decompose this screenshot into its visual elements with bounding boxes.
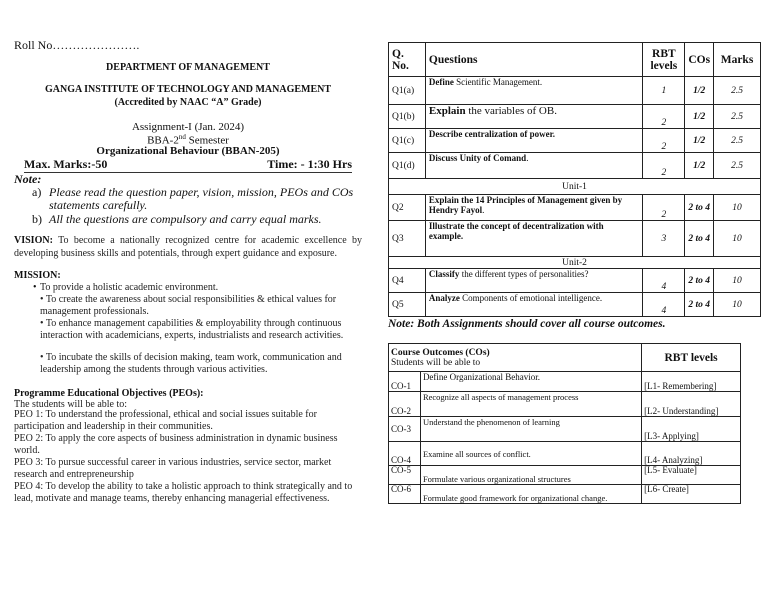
header-questions: Questions [425,43,642,77]
co-value: 1/2 [685,153,714,179]
department-title: DEPARTMENT OF MANAGEMENT [106,62,270,73]
institute-name: GANGA INSTITUTE OF TECHNOLOGY AND MANAGEMENT [44,84,332,95]
roll-no: Roll No…………………. [14,38,140,52]
rbt-header: RBT levels [642,344,741,372]
question-text: Explain the 14 Principles of Management given by Hendry Fayol. [425,195,642,221]
table-header-row [389,344,741,372]
co-value: 1/2 [685,77,714,105]
accreditation: (Accredited by NAAC “A” Grade) [114,97,262,108]
rbt-level: 4 [643,293,685,317]
table-row [389,153,761,179]
question-no: Q1(b) [389,105,426,129]
rbt-level: 2 [643,153,685,179]
co-text: Understand the phenomenon of learning [420,417,641,442]
mission-item: To provide a holistic academic environment. [40,282,219,293]
table-row [389,442,741,466]
co-id: CO-5 [389,466,421,485]
peo-item: PEO 4: To develop the ability to take a holistic approach to think strategically and to lead, motivate and manage teams, thereby enhancing managerial effectiveness. [14,481,353,504]
question-no: Q1(a) [389,77,426,105]
note-heading: Note: [14,172,42,186]
table-row [389,195,761,221]
co-value: 2 to 4 [685,269,714,293]
co-rbt: [L6- Create] [642,485,741,504]
co-rbt: [L4- Analyzing] [642,442,741,466]
marks-value: 10 [714,195,761,221]
rbt-level: 3 [643,221,685,257]
co-text: Examine all sources of conflict. [420,442,641,466]
co-rbt: [L3- Applying] [642,417,741,442]
mission-item: • To enhance management capabilities & employability through continuous interaction with academicians, experts, industrialists and research activities. [40,318,344,341]
question-text: Describe centralization of power. [425,129,642,153]
table-row [389,466,741,485]
course-outcomes-table [388,343,741,504]
rbt-level: 2 [643,105,685,129]
mission-heading: MISSION: [14,270,61,281]
question-no: Q3 [389,221,426,257]
question-no: Q4 [389,269,426,293]
rbt-level: 2 [643,195,685,221]
header-rbt: RBT levels [643,43,685,77]
question-text: Define Scientific Management. [425,77,642,105]
question-text: Analyze Components of emotional intelligence. [425,293,642,317]
table-row [389,293,761,317]
question-no: Q2 [389,195,426,221]
assignment-title: Assignment-I (Jan. 2024) [131,121,245,133]
marks-value: 2.5 [714,153,761,179]
co-id: CO-4 [389,442,421,466]
questions-table [388,42,761,317]
question-no: Q1(d) [389,153,426,179]
co-id: CO-2 [389,392,421,417]
mission-item: • To create the awareness about social responsibilities & ethical values for management professionals. [40,294,337,317]
co-id: CO-1 [389,372,421,392]
rbt-level: 1 [643,77,685,105]
time-limit: Time: - 1:30 Hrs [267,157,352,171]
co-value: 2 to 4 [685,293,714,317]
co-value: 2 to 4 [685,221,714,257]
unit-row [389,179,761,195]
mission-item: • To incubate the skills of decision making, team work, communication and leadership among the students through various activities. [40,352,342,375]
bullet-icon: • [33,282,37,293]
table-row [389,77,761,105]
co-text: Define Organizational Behavior. [420,372,641,392]
unit-label: Unit-2 [389,257,761,269]
question-no: Q1(c) [389,129,426,153]
co-header: Course Outcomes (COs) Students will be able to [389,344,642,372]
table-row [389,129,761,153]
question-no: Q5 [389,293,426,317]
marks-value: 10 [714,221,761,257]
table-header-row [389,43,761,77]
note-item: a) Please read the question paper, vision, mission, PEOs and COs statements carefully. [32,185,354,212]
table-row [389,269,761,293]
peo-item: PEO 1: To understand the professional, ethical and social issues suitable for participation and leadership in their communities. [14,409,317,432]
table-row [389,485,741,504]
marks-value: 10 [714,293,761,317]
rbt-level: 4 [643,269,685,293]
header-cos: COs [685,43,714,77]
question-text: Classify the different types of personalities? [425,269,642,293]
co-id: CO-3 [389,417,421,442]
co-text: Recognize all aspects of management process [420,392,641,417]
marks-value: 2.5 [714,129,761,153]
table-row [389,417,741,442]
max-marks: Max. Marks:-50 [24,157,108,171]
note-item: b) All the questions are compulsory and carry equal marks. [32,212,322,226]
marks-time-row [24,157,352,173]
table-row [389,221,761,257]
co-text: Formulate good framework for organizational change. [420,485,641,504]
co-rbt: [L5- Evaluate] [642,466,741,485]
rbt-level: 2 [643,129,685,153]
subject-title: Organizational Behaviour (BBAN-205) [96,145,280,157]
table-row [389,392,741,417]
co-id: CO-6 [389,485,421,504]
question-text: Discuss Unity of Comand. [425,153,642,179]
table-row [389,105,761,129]
co-rbt: [L2- Understanding] [642,392,741,417]
semester: BBA-2nd Semester [147,133,229,147]
co-value: 1/2 [685,105,714,129]
peo-item: PEO 3: To pursue successful career in various industries, service sector, market research and entrepreneurship [14,457,332,480]
co-value: 2 to 4 [685,195,714,221]
table-row [389,372,741,392]
co-rbt: [L1- Remembering] [642,372,741,392]
question-text: Illustrate the concept of decentralization with example. [425,221,642,257]
co-text: Formulate various organizational structures [420,466,641,485]
peo-intro: The students will be able to: [14,399,128,410]
marks-value: 10 [714,269,761,293]
unit-row [389,257,761,269]
assignment-note: Note: Both Assignments should cover all course outcomes. [388,318,666,330]
vision-statement: VISION: To become a nationally recognized centre for academic excellence by developing business skills and potentials, through expert guidance and exposure. [14,235,362,259]
question-text: Explain the variables of OB. [425,105,642,129]
marks-value: 2.5 [714,77,761,105]
peo-heading: Programme Educational Objectives (PEOs): [14,388,204,399]
header-marks: Marks [714,43,761,77]
header-qno: Q. No. [389,43,426,77]
unit-label: Unit-1 [389,179,761,195]
peo-item: PEO 2: To apply the core aspects of business administration in dynamic business world. [14,433,338,456]
marks-value: 2.5 [714,105,761,129]
co-value: 1/2 [685,129,714,153]
